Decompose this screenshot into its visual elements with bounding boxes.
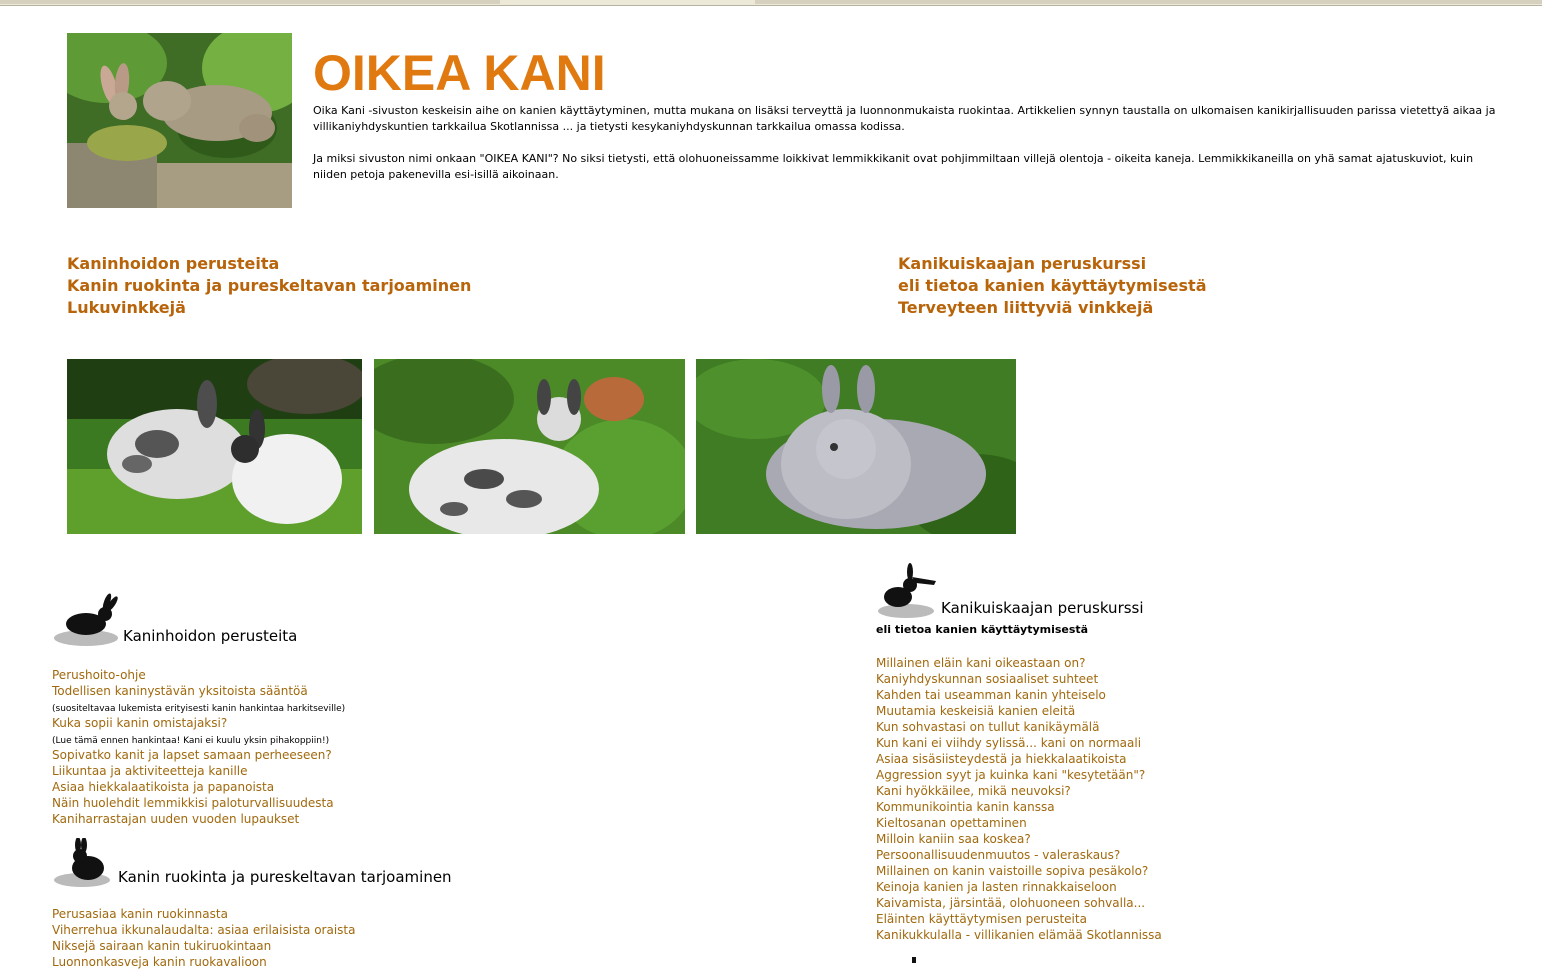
- behavior-link-16[interactable]: Eläinten käyttäytymisen perusteita: [876, 912, 1087, 926]
- list-item: [52, 762, 345, 778]
- list-item: [876, 702, 1162, 718]
- behavior-link-2[interactable]: Kahden tai useamman kanin yhteiselo: [876, 688, 1106, 702]
- intro-paragraph-1: Oika Kani -sivuston keskeisin aihe on kanien käyttäytyminen, mutta mukana on lisäksi terveyttä ja luonnonmukaista ruokintaa. Artikkelien synnyn taustalla on ulkomaisen kanikirjallisuuden parissa vietettyä aikaa ja villikaniyhdyskuntien tarkkailua Skotlannissa ... ja tietysti kesykaniyhdyskunnan tarkkailua omassa kodissa.: [313, 104, 1496, 133]
- behavior-link-12[interactable]: Persoonallisuudenmuutos - valeraskaus?: [876, 848, 1121, 862]
- nav-link-whisperer-course[interactable]: Kanikuiskaajan peruskurssi: [898, 254, 1147, 273]
- rabbit-photo-3: [696, 359, 1016, 534]
- care-note-who-suits: (Lue tämä ennen hankintaa! Kani ei kuulu yksin pihakoppiin!): [52, 736, 330, 746]
- behavior-link-13[interactable]: Millainen on kanin vaistoille sopiva pesäkolo?: [876, 864, 1149, 878]
- section-care-heading: [52, 592, 297, 647]
- list-item: [52, 905, 355, 921]
- section-behavior-subtitle: eli tietoa kanien käyttäytymisestä: [876, 623, 1089, 636]
- behavior-link-9[interactable]: Kommunikointia kanin kanssa: [876, 800, 1055, 814]
- list-item: [52, 953, 355, 969]
- nav-right: [898, 253, 1207, 319]
- list-item: [876, 670, 1162, 686]
- section-behavior-heading: [876, 563, 1144, 619]
- feeding-link-sick-rabbit[interactable]: Niksejä sairaan kanin tukiruokintaan: [52, 939, 272, 953]
- list-item: [876, 654, 1162, 670]
- list-item: [52, 714, 345, 730]
- list-item: [876, 686, 1162, 702]
- intro-paragraph-2: Ja miksi sivuston nimi onkaan "OIKEA KANI"? No siksi tietysti, että olohuoneissamme loikkivat lemmikkikanit ovat pohjimmiltaan villejä olentoja - oikeita kaneja. Lemmikkikaneilla on yhä samat ajatuskuviot, kuin niiden petoja pakenevilla esi-isillä aikoinaan.: [313, 152, 1474, 181]
- list-item: [876, 734, 1162, 750]
- nav-link-feeding[interactable]: Kanin ruokinta ja pureskeltavan tarjoaminen: [67, 276, 472, 295]
- rabbit-silhouette-icon: [52, 592, 120, 647]
- feeding-link-basics[interactable]: Perusasiaa kanin ruokinnasta: [52, 907, 228, 921]
- behavior-link-11[interactable]: Milloin kaniin saa koskea?: [876, 832, 1031, 846]
- section-feeding-heading: [52, 838, 452, 888]
- behavior-link-4[interactable]: Kun sohvastasi on tullut kanikäymälä: [876, 720, 1100, 734]
- care-link-litterbox[interactable]: Asiaa hiekkalaatikoista ja papanoista: [52, 780, 275, 794]
- care-note-eleven-rules: (suositeltavaa lukemista erityisesti kanin hankintaa harkitseville): [52, 704, 346, 714]
- strip-segment: [0, 0, 500, 4]
- section-care-title: Kaninhoidon perusteita: [123, 627, 298, 645]
- list-item: [876, 910, 1162, 926]
- behavior-link-1[interactable]: Kaniyhdyskunnan sosiaaliset suhteet: [876, 672, 1099, 686]
- list-item: [876, 798, 1162, 814]
- list-item: [876, 830, 1162, 846]
- behavior-link-17[interactable]: Kanikukkulalla - villikanien elämää Skotlannissa: [876, 928, 1162, 942]
- behavior-link-5[interactable]: Kun kani ei viihdy sylissä... kani on normaali: [876, 736, 1142, 750]
- nav-left: [67, 253, 471, 319]
- nav-link-care-basics[interactable]: Kaninhoidon perusteita: [67, 254, 280, 273]
- behavior-link-8[interactable]: Kani hyökkäilee, mikä neuvoksi?: [876, 784, 1071, 798]
- next-section-icon: [900, 955, 930, 963]
- list-item: [52, 698, 345, 714]
- rabbit-whisperer-icon: [876, 563, 938, 619]
- nav-link-behavior-info[interactable]: eli tietoa kanien käyttäytymisestä: [898, 276, 1207, 295]
- list-item: [876, 894, 1162, 910]
- nav-link-health-tips[interactable]: Terveyteen liittyviä vinkkejä: [898, 298, 1154, 317]
- care-link-who-suits[interactable]: Kuka sopii kanin omistajaksi?: [52, 716, 228, 730]
- list-item: [876, 750, 1162, 766]
- nav-link-reading-tips[interactable]: Lukuvinkkejä: [67, 298, 186, 317]
- rabbit-eating-icon: [52, 838, 115, 888]
- list-item: [876, 846, 1162, 862]
- behavior-link-0[interactable]: Millainen eläin kani oikeastaan on?: [876, 656, 1086, 670]
- care-link-new-year[interactable]: Kaniharrastajan uuden vuoden lupaukset: [52, 812, 300, 826]
- section-feeding-links: [52, 905, 355, 969]
- list-item: [52, 810, 345, 826]
- behavior-link-14[interactable]: Keinoja kanien ja lasten rinnakkaiseloon: [876, 880, 1117, 894]
- strip-segment: [755, 0, 1542, 4]
- section-behavior-links: [876, 654, 1162, 942]
- care-link-fire-safety[interactable]: Näin huolehdit lemmikkisi paloturvallisuudesta: [52, 796, 334, 810]
- behavior-link-10[interactable]: Kieltosanan opettaminen: [876, 816, 1027, 830]
- list-item: [876, 782, 1162, 798]
- list-item: [52, 730, 345, 746]
- behavior-link-3[interactable]: Muutamia keskeisiä kanien eleitä: [876, 704, 1076, 718]
- list-item: [52, 666, 345, 682]
- care-link-kids[interactable]: Sopivatko kanit ja lapset samaan perheeseen?: [52, 748, 332, 762]
- rabbit-photo-2: [374, 359, 685, 534]
- feeding-link-sprouts[interactable]: Viherrehua ikkunalaudalta: asiaa erilaisista oraista: [52, 923, 356, 937]
- list-item: [52, 682, 345, 698]
- care-link-exercise[interactable]: Liikuntaa ja aktiviteetteja kanille: [52, 764, 248, 778]
- list-item: [52, 937, 355, 953]
- list-item: [52, 794, 345, 810]
- page-title: OIKEA KANI: [313, 45, 606, 101]
- list-item: [52, 746, 345, 762]
- list-item: [876, 878, 1162, 894]
- section-feeding-title: Kanin ruokinta ja pureskeltavan tarjoaminen: [118, 868, 452, 886]
- list-item: [876, 862, 1162, 878]
- list-item: [876, 814, 1162, 830]
- care-link-basic-guide[interactable]: Perushoito-ohje: [52, 668, 146, 682]
- list-item: [52, 778, 345, 794]
- list-item: [52, 921, 355, 937]
- behavior-link-6[interactable]: Asiaa sisäsiisteydestä ja hiekkalaatikoista: [876, 752, 1127, 766]
- list-item: [876, 926, 1162, 942]
- behavior-link-7[interactable]: Aggression syyt ja kuinka kani "kesytetään"?: [876, 768, 1146, 782]
- behavior-link-15[interactable]: Kaivamista, järsintää, olohuoneen sohvalla...: [876, 896, 1146, 910]
- rabbit-photo-1: [67, 359, 362, 534]
- section-care-links: [52, 666, 345, 826]
- browser-top-strip: [0, 0, 1542, 6]
- feeding-link-wild-plants[interactable]: Luonnonkasveja kanin ruokavalioon: [52, 955, 267, 969]
- header-rabbit-photo: [67, 33, 292, 208]
- care-link-eleven-rules[interactable]: Todellisen kaninystävän yksitoista sääntöä: [52, 684, 308, 698]
- section-behavior-title: Kanikuiskaajan peruskurssi: [941, 599, 1144, 617]
- list-item: [876, 718, 1162, 734]
- list-item: [876, 766, 1162, 782]
